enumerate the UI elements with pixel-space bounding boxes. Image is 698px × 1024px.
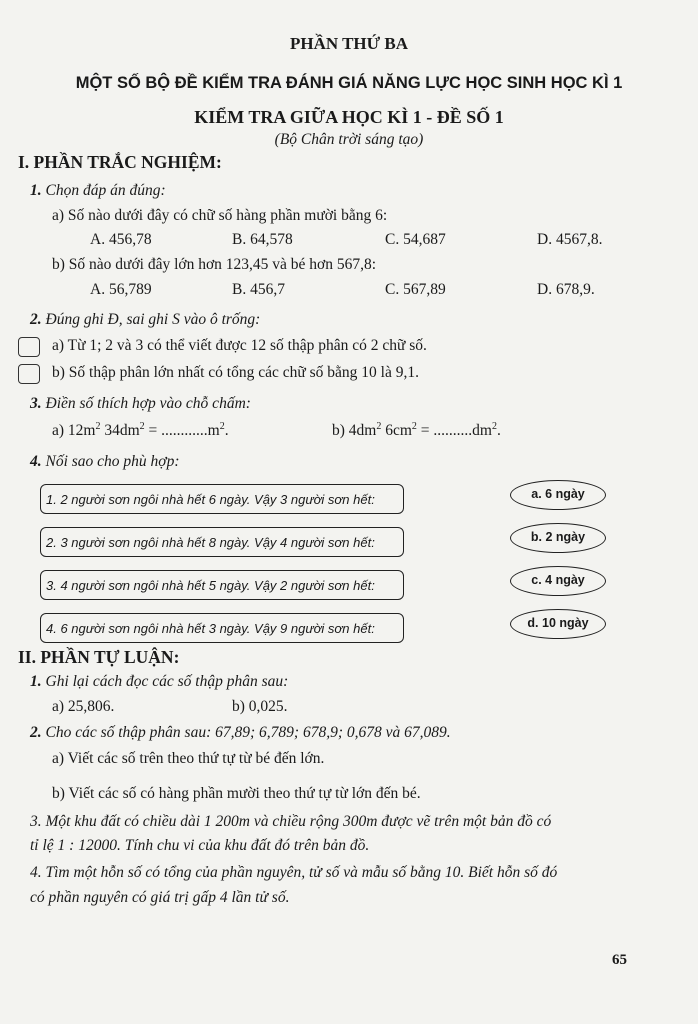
q1b-option-c: C. 567,89 [385, 281, 446, 298]
answer-checkbox-a[interactable] [18, 337, 40, 357]
s2-q2-title: 2. Cho các số thập phân sau: 67,89; 6,789; 678,9; 0,678 và 67,089. [30, 724, 451, 741]
match-left-1[interactable]: 1. 2 người sơn ngôi nhà hết 6 ngày. Vậy 3 người sơn hết: [40, 484, 404, 514]
q4-title: 4. Nối sao cho phù hợp: [30, 453, 180, 470]
q1a-option-d: D. 4567,8. [537, 231, 603, 248]
q2-title: 2. Đúng ghi Đ, sai ghi S vào ô trống: [30, 311, 261, 328]
q1a-option-a: A. 456,78 [90, 231, 152, 248]
s2-q1-title: 1. Ghi lại cách đọc các số thập phân sau: [30, 673, 289, 690]
match-right-b[interactable]: b. 2 ngày [510, 523, 606, 553]
test-title: KIỂM TRA GIỮA HỌC KÌ 1 - ĐỀ SỐ 1 [194, 107, 504, 127]
q1a-option-b: B. 64,578 [232, 231, 293, 248]
q2a-text: a) Từ 1; 2 và 3 có thể viết được 12 số thập phân có 2 chữ số. [52, 337, 427, 354]
s2-q4-line2: có phần nguyên có giá trị gấp 4 lần tử số. [30, 889, 290, 906]
q1b-option-b: B. 456,7 [232, 281, 285, 298]
match-left-4[interactable]: 4. 6 người sơn ngôi nhà hết 3 ngày. Vậy 9 người sơn hết: [40, 613, 404, 643]
s2-q2b: b) Viết các số có hàng phần mười theo thứ tự từ lớn đến bé. [52, 785, 421, 802]
q2b-text: b) Số thập phân lớn nhất có tổng các chữ số bằng 10 là 9,1. [52, 364, 419, 381]
q3b: b) $4dm^2$ $6cm^2 = ..........dm^2$. [332, 420, 501, 439]
q1b-option-d: D. 678,9. [537, 281, 595, 298]
q1b-option-a: A. 56,789 [90, 281, 152, 298]
answer-checkbox-b[interactable] [18, 364, 40, 384]
q3-title: 3. Điền số thích hợp vào chỗ chấm: [30, 395, 251, 412]
series-title: MỘT SỐ BỘ ĐỀ KIỂM TRA ĐÁNH GIÁ NĂNG LỰC HỌC SINH HỌC KÌ 1 [75, 74, 623, 92]
s2-q1b: b) 0,025. [232, 698, 288, 715]
part-title: PHẦN THỨ BA [289, 34, 409, 53]
section2-title: II. PHẦN TỰ LUẬN: [18, 647, 180, 667]
page-number: 65 [612, 952, 627, 968]
match-right-d[interactable]: d. 10 ngày [510, 609, 606, 639]
q1a-option-c: C. 54,687 [385, 231, 446, 248]
s2-q1a: a) 25,806. [52, 698, 115, 715]
subtitle: (Bộ Chân trời sáng tạo) [274, 131, 424, 148]
section1-title: I. PHẦN TRẮC NGHIỆM: [18, 152, 222, 172]
s2-q3-line2: tỉ lệ 1 : 12000. Tính chu vi của khu đất đó trên bản đồ. [30, 837, 370, 854]
match-right-a[interactable]: a. 6 ngày [510, 480, 606, 510]
q3a: a) $12m^2$ $34dm^2 = ............m^2$. [52, 420, 229, 439]
q1-title: 1. Chọn đáp án đúng: [30, 182, 166, 199]
match-left-3[interactable]: 3. 4 người sơn ngôi nhà hết 5 ngày. Vậy 2 người sơn hết: [40, 570, 404, 600]
match-left-2[interactable]: 2. 3 người sơn ngôi nhà hết 8 ngày. Vậy 4 người sơn hết: [40, 527, 404, 557]
s2-q3-line1: 3. Một khu đất có chiều dài 1 200m và chiều rộng 300m được vẽ trên một bản đồ có [30, 813, 552, 830]
s2-q4-line1: 4. Tìm một hỗn số có tổng của phần nguyên, tử số và mẫu số bằng 10. Biết hỗn số đó [30, 864, 558, 881]
match-right-c[interactable]: c. 4 ngày [510, 566, 606, 596]
s2-q2a: a) Viết các số trên theo thứ tự từ bé đến lớn. [52, 750, 325, 767]
q1a-text: a) Số nào dưới đây có chữ số hàng phần mười bằng 6: [52, 207, 388, 224]
q1b-text: b) Số nào dưới đây lớn hơn 123,45 và bé hơn 567,8: [52, 256, 377, 273]
